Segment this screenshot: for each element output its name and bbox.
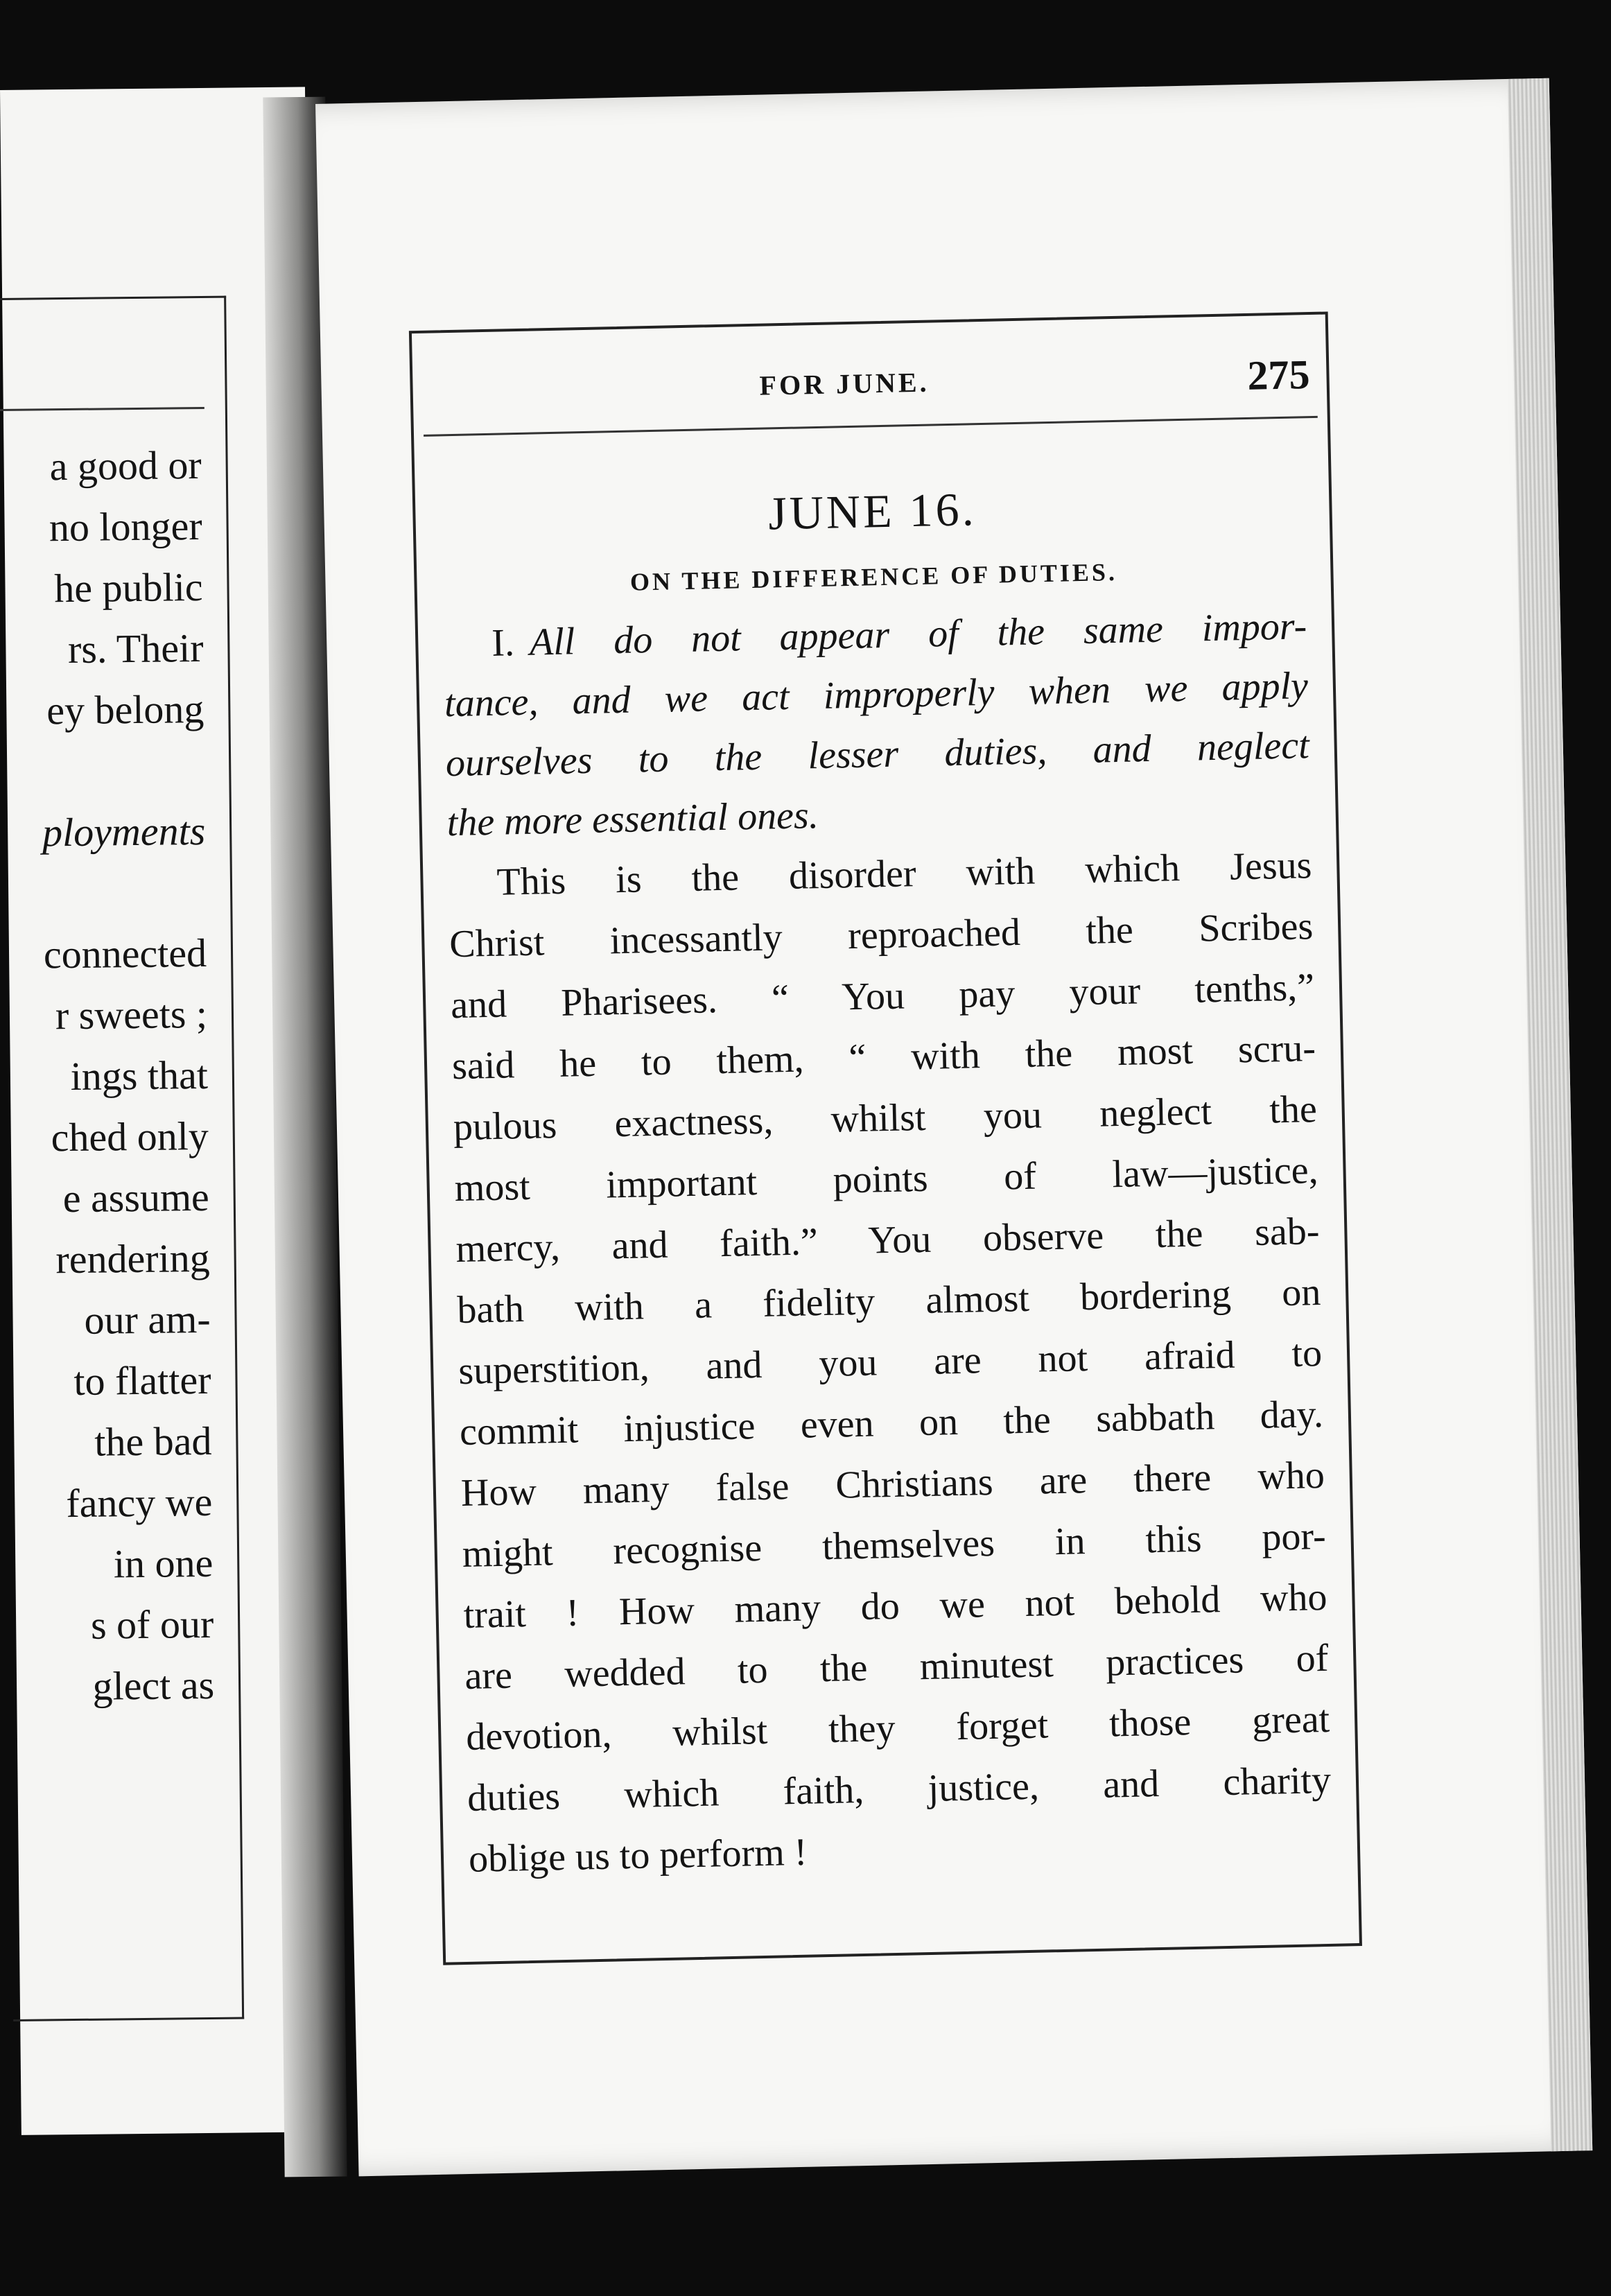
previous-page-line: ey belong (46, 686, 204, 733)
previous-page-line: s of our (90, 1601, 214, 1648)
previous-page-line: the bad (94, 1418, 212, 1465)
body-line: Christ incessantly reproached the Scribes (449, 905, 1314, 966)
point-one (442, 596, 1311, 853)
body-line: devotion, whilst they forget those great (465, 1697, 1330, 1759)
previous-page-line: a good or (49, 442, 202, 489)
previous-page-line: ployments (42, 808, 206, 855)
body-line: said he to them, “ with the most scru- (451, 1027, 1316, 1088)
previous-page-line: rs. Their (67, 625, 204, 672)
point-text: All do not appear of the same impor- (529, 605, 1307, 664)
body-line: How many false Christians are there who (460, 1453, 1325, 1515)
previous-page-line: no longer (49, 503, 202, 550)
previous-page-line: e assume (62, 1174, 210, 1221)
body-line: This is the disorder with which Jesus (496, 844, 1312, 904)
point-number: I. (491, 621, 515, 665)
previous-page-line: connected (43, 930, 207, 977)
body-line: trait ! How many do we not behold who (463, 1575, 1328, 1637)
previous-page-line: ched only (51, 1113, 209, 1160)
body-line: might recognise themselves in this por- (462, 1514, 1327, 1576)
body-paragraph (448, 835, 1333, 1890)
entry-date: JUNE 16. (767, 482, 977, 540)
previous-page-line: r sweets ; (55, 991, 208, 1038)
previous-page-line: glect as (92, 1662, 215, 1709)
previous-page-line: he public (53, 564, 203, 611)
body-line: pulous exactness, whilst you neglect the (453, 1088, 1318, 1149)
body-line: most important points of law—justice, (454, 1149, 1319, 1210)
page-edge (1508, 78, 1593, 2152)
body-line: oblige us to perform ! (468, 1830, 808, 1881)
text-frame (409, 311, 1362, 1965)
body-line: bath with a fidelity almost bordering on (456, 1271, 1321, 1332)
previous-page-gap (7, 740, 205, 803)
previous-page-gap (8, 862, 207, 925)
body-line: mercy, and faith.” You observe the sab- (455, 1210, 1321, 1271)
point-line: the more essential ones. (446, 794, 819, 845)
running-head-title: FOR JUNE. (759, 366, 930, 401)
point-line: tance, and we act improperly when we apply (444, 664, 1309, 726)
body-line: commit injustice even on the sabbath day. (459, 1392, 1324, 1454)
entry (440, 474, 1333, 1890)
previous-page-line: in one (113, 1540, 214, 1587)
previous-page-line: rendering (55, 1235, 210, 1282)
entry-subtitle: ON THE DIFFERENCE OF DUTIES. (629, 557, 1118, 596)
body-line: and Pharisees. “ You pay your tenths,” (450, 966, 1315, 1027)
previous-page-line: fancy we (66, 1479, 213, 1527)
body-line: superstition, and you are not afraid to (458, 1331, 1323, 1393)
previous-page-line: our am- (84, 1296, 211, 1343)
page-number: 275 (1246, 351, 1311, 399)
running-head (412, 351, 1327, 433)
previous-page-line: to flatter (73, 1357, 211, 1404)
body-line: are wedded to the minutest practices of (464, 1636, 1329, 1698)
previous-page-text (3, 435, 214, 1718)
current-page (315, 78, 1592, 2177)
previous-page-line: ings that (70, 1052, 209, 1099)
point-line: ourselves to the lesser duties, and neglect (445, 724, 1310, 785)
body-line: duties which faith, justice, and charity (467, 1758, 1332, 1820)
